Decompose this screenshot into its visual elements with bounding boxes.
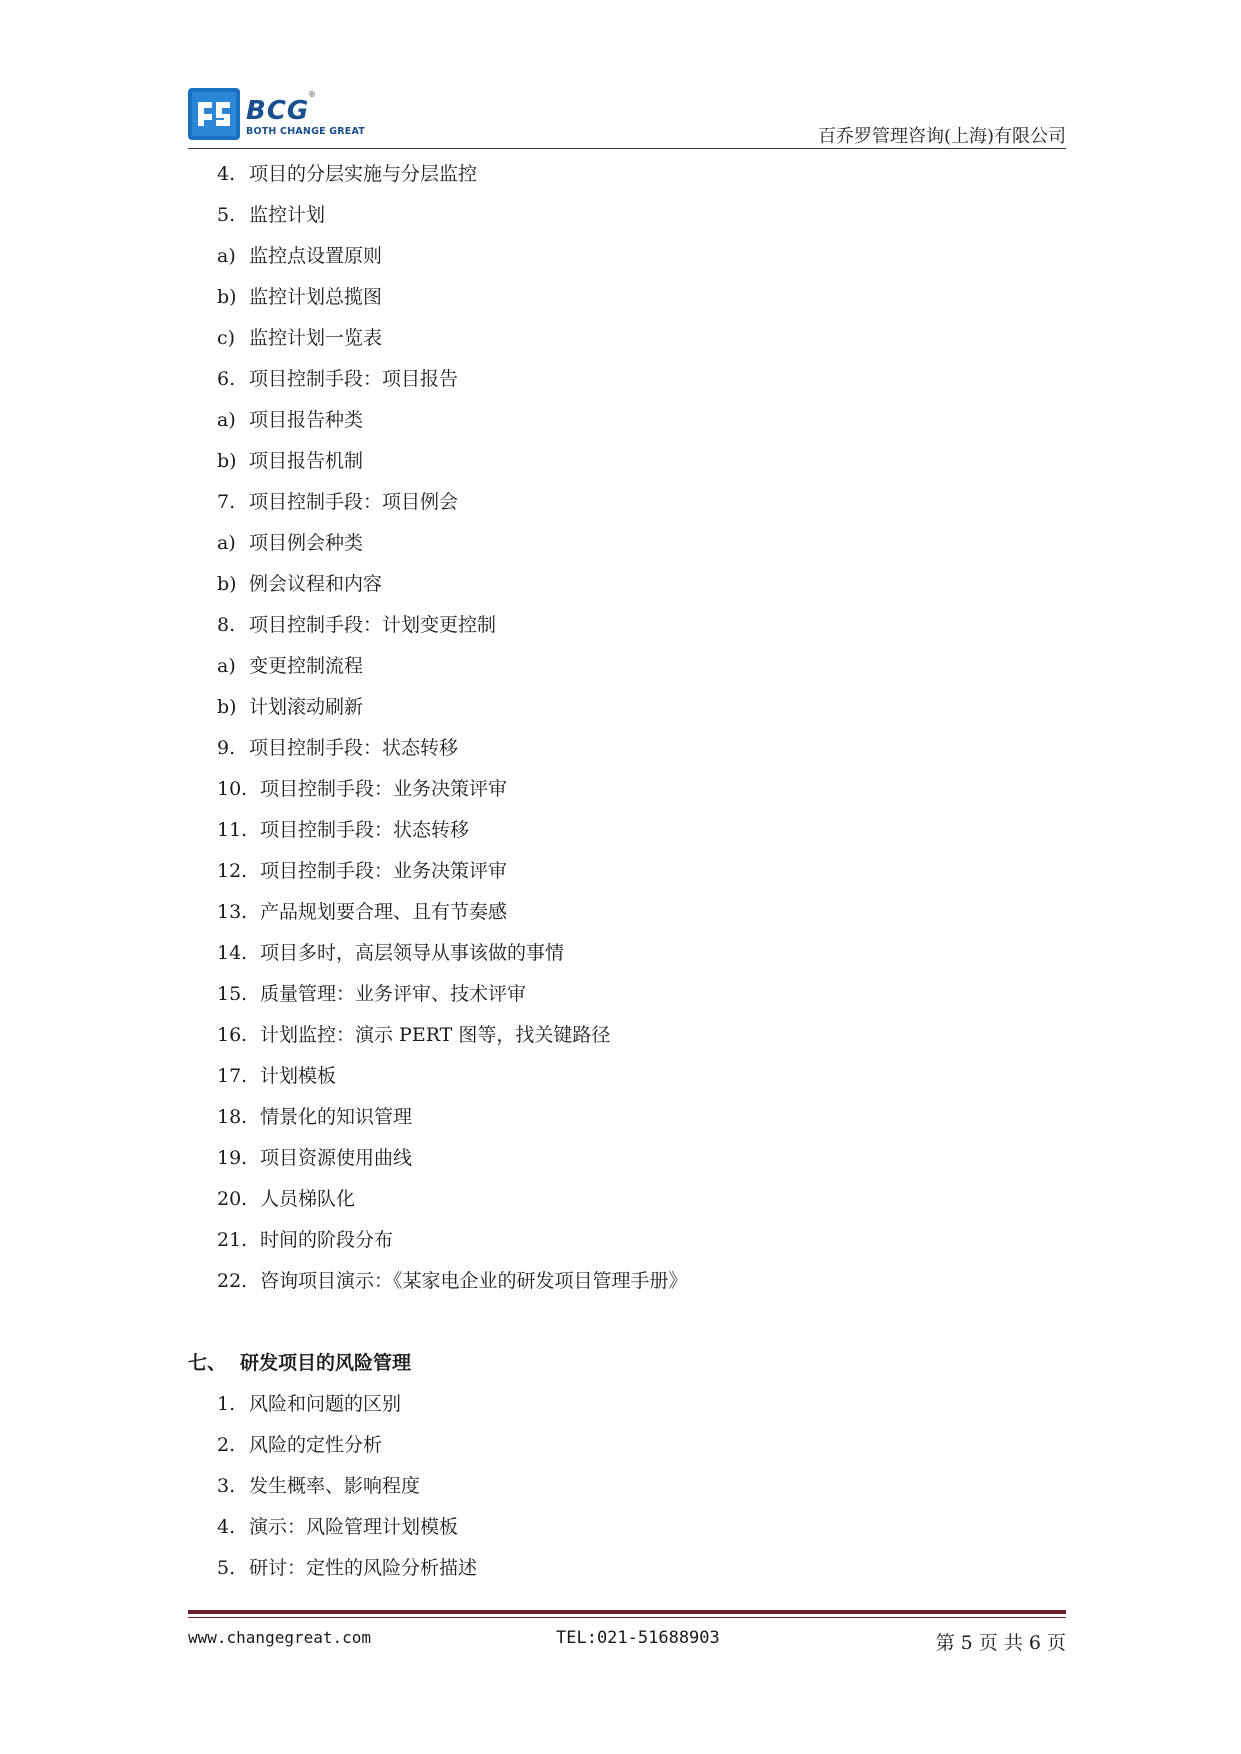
list-item-text: 演示：风险管理计划模板 <box>249 1516 459 1538</box>
list-item <box>188 687 1066 728</box>
list-item-text: 项目多时，高层领导从事该做的事情 <box>260 942 565 964</box>
list-item <box>188 154 1066 195</box>
list-item-number: c) <box>217 327 236 349</box>
list-item-text: 项目控制手段：状态转移 <box>249 737 459 759</box>
logo-subtext: BOTH CHANGE GREAT <box>246 126 365 137</box>
list-item-text: 发生概率、影响程度 <box>249 1475 421 1497</box>
list-item-number: 16. <box>217 1024 248 1046</box>
list-item-number: a) <box>217 409 236 431</box>
page-header <box>188 86 1066 150</box>
list-item-text: 项目报告种类 <box>249 409 364 431</box>
registered-mark: ® <box>308 90 316 99</box>
list-item <box>188 1015 1066 1056</box>
list-item <box>188 1097 1066 1138</box>
section-heading <box>188 1343 1066 1384</box>
list-item-number: 21. <box>217 1229 248 1251</box>
section-title: 研发项目的风险管理 <box>240 1352 412 1374</box>
list-item-text: 监控计划一览表 <box>249 327 383 349</box>
list-item <box>188 1548 1066 1589</box>
page-number: 第 5 页 共 6 页 <box>935 1632 1066 1654</box>
list-item-text: 项目控制手段：计划变更控制 <box>249 614 497 636</box>
list-item <box>188 1179 1066 1220</box>
list-item-number: 10. <box>217 778 248 800</box>
list-item-number: 18. <box>217 1106 248 1128</box>
list-item <box>188 1220 1066 1261</box>
list-item-number: 5. <box>217 1557 236 1579</box>
list-item <box>188 482 1066 523</box>
outline-list-bottom <box>188 1384 1066 1589</box>
list-item-text: 项目例会种类 <box>249 532 364 554</box>
list-item-number: 14. <box>217 942 248 964</box>
footer-divider-thick <box>188 1610 1066 1614</box>
list-item-text: 计划监控：演示 PERT 图等，找关键路径 <box>260 1024 611 1046</box>
list-item-number: b) <box>217 573 237 595</box>
company-name: 百乔罗管理咨询(上海)有限公司 <box>817 126 1066 147</box>
list-item-number: 22. <box>217 1270 248 1292</box>
list-item-text: 风险的定性分析 <box>249 1434 383 1456</box>
list-item <box>188 1261 1066 1302</box>
page-footer <box>188 1628 1066 1658</box>
list-item-text: 项目控制手段：状态转移 <box>260 819 470 841</box>
outline-list-top <box>188 154 1066 1302</box>
list-item <box>188 523 1066 564</box>
footer-website[interactable]: www.changegreat.com <box>188 1628 372 1647</box>
list-item <box>188 1466 1066 1507</box>
list-item-text: 咨询项目演示：《某家电企业的研发项目管理手册》 <box>260 1270 688 1292</box>
list-item-text: 监控计划 <box>249 204 326 226</box>
bcg-logo-icon <box>188 88 240 140</box>
list-item-text: 变更控制流程 <box>249 655 364 677</box>
footer-phone: TEL:021-51688903 <box>556 1628 720 1648</box>
list-item <box>188 1507 1066 1548</box>
list-item-number: 1. <box>217 1393 236 1415</box>
list-item-number: 4. <box>217 1516 236 1538</box>
list-item-number: 7. <box>217 491 236 513</box>
list-item-number: 17. <box>217 1065 248 1087</box>
list-item <box>188 933 1066 974</box>
logo-text: BCG <box>246 96 310 126</box>
list-item-number: a) <box>217 245 236 267</box>
list-item-text: 监控点设置原则 <box>249 245 383 267</box>
list-item <box>188 728 1066 769</box>
list-item-number: 11. <box>217 819 248 841</box>
list-item-number: 8. <box>217 614 236 636</box>
list-item-text: 风险和问题的区别 <box>249 1393 402 1415</box>
list-item-number: 13. <box>217 901 248 923</box>
list-item <box>188 605 1066 646</box>
list-item-number: 2. <box>217 1434 236 1456</box>
list-item-text: 监控计划总揽图 <box>249 286 383 308</box>
list-item-number: 5. <box>217 204 236 226</box>
list-item <box>188 195 1066 236</box>
list-item-text: 项目控制手段：项目报告 <box>249 368 459 390</box>
list-item-number: 15. <box>217 983 248 1005</box>
list-item <box>188 851 1066 892</box>
list-item <box>188 769 1066 810</box>
list-item-text: 产品规划要合理、且有节奏感 <box>260 901 508 923</box>
list-item-text: 人员梯队化 <box>260 1188 356 1210</box>
list-item-text: 项目的分层实施与分层监控 <box>249 163 478 185</box>
list-item-number: a) <box>217 532 236 554</box>
list-item-number: 4. <box>217 163 236 185</box>
list-item-text: 项目控制手段：项目例会 <box>249 491 459 513</box>
list-item-text: 项目资源使用曲线 <box>260 1147 413 1169</box>
list-item <box>188 974 1066 1015</box>
footer-divider-thin <box>188 1617 1066 1618</box>
list-item-text: 计划滚动刷新 <box>249 696 364 718</box>
section-number: 七、 <box>188 1352 227 1374</box>
list-item-number: 12. <box>217 860 248 882</box>
list-item <box>188 441 1066 482</box>
list-item <box>188 277 1066 318</box>
list-item <box>188 646 1066 687</box>
header-divider <box>188 148 1066 149</box>
list-item <box>188 318 1066 359</box>
list-item <box>188 1384 1066 1425</box>
list-item <box>188 564 1066 605</box>
list-item-number: 6. <box>217 368 236 390</box>
list-item-text: 项目报告机制 <box>249 450 364 472</box>
list-item-number: b) <box>217 450 237 472</box>
list-item-text: 研讨：定性的风险分析描述 <box>249 1557 478 1579</box>
list-item-number: b) <box>217 696 237 718</box>
list-item-text: 项目控制手段：业务决策评审 <box>260 860 508 882</box>
list-item <box>188 400 1066 441</box>
list-item-number: b) <box>217 286 237 308</box>
list-item <box>188 1138 1066 1179</box>
list-item-number: 3. <box>217 1475 236 1497</box>
list-item <box>188 236 1066 277</box>
list-item-number: a) <box>217 655 236 677</box>
list-item-number: 20. <box>217 1188 248 1210</box>
document-body <box>188 154 1066 1589</box>
list-item <box>188 359 1066 400</box>
list-item-text: 计划模板 <box>260 1065 337 1087</box>
list-item <box>188 810 1066 851</box>
list-item-number: 9. <box>217 737 236 759</box>
list-item <box>188 892 1066 933</box>
list-item-text: 质量管理：业务评审、技术评审 <box>260 983 527 1005</box>
company-logo <box>188 86 378 142</box>
list-item-text: 例会议程和内容 <box>249 573 383 595</box>
list-item-text: 项目控制手段：业务决策评审 <box>260 778 508 800</box>
list-item-text: 情景化的知识管理 <box>260 1106 413 1128</box>
list-item <box>188 1056 1066 1097</box>
list-item <box>188 1425 1066 1466</box>
list-item-number: 19. <box>217 1147 248 1169</box>
list-item-text: 时间的阶段分布 <box>260 1229 394 1251</box>
